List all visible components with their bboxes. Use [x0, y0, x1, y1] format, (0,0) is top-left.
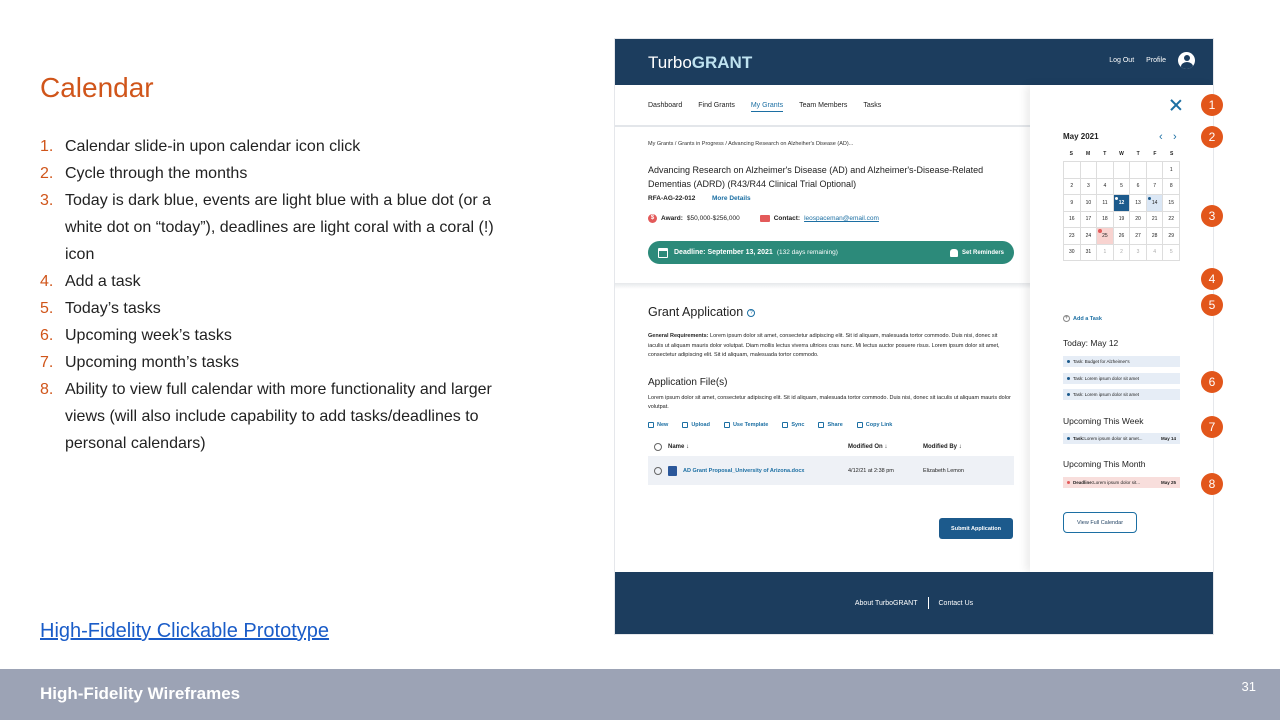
day-number: 23: [1069, 232, 1075, 239]
weekday-label: W: [1119, 151, 1124, 157]
logo-part: Turbo: [648, 53, 692, 72]
column-header-modified-on[interactable]: Modified On ↓: [848, 444, 888, 450]
day-number: 4: [1103, 183, 1107, 190]
logo[interactable]: [648, 53, 752, 73]
general-requirements-label: General Requirements:: [648, 333, 709, 339]
calendar-day[interactable]: [1147, 179, 1164, 196]
upload-icon: [682, 422, 688, 428]
column-header-modified-by[interactable]: Modified By ↓: [923, 444, 962, 450]
calendar-day[interactable]: [1163, 195, 1180, 212]
calendar-empty-cell: [1081, 162, 1098, 179]
task-label: Task:: [1073, 436, 1085, 441]
task-text: Lorem ipsum dolor sit amet...: [1084, 436, 1143, 441]
file-table-header: [648, 439, 1014, 455]
calendar-day[interactable]: [1163, 228, 1180, 245]
event-dot: [1067, 377, 1070, 380]
day-number: 26: [1118, 232, 1125, 239]
toolbar-label: Use Template: [732, 422, 769, 428]
application-heading: [648, 305, 755, 319]
award-label: Award:: [661, 215, 683, 222]
toolbar-label: New: [657, 422, 669, 428]
deadline-warning-icon: [1067, 481, 1070, 484]
event-dot: [1067, 393, 1070, 396]
word-doc-icon: [668, 466, 677, 476]
files-description: Lorem ipsum dolor sit amet, consectetur adipiscing elit. Sit id aliquam, malesuada tortor commodo. Duis nisi, donec sit iaculis ut aliquam mauris dolor volutpat.: [648, 395, 1011, 410]
list-item: [40, 349, 500, 376]
calendar-day[interactable]: [1064, 179, 1081, 196]
deadline-bar: [648, 241, 1014, 264]
day-number: 7: [1153, 183, 1157, 190]
task-item[interactable]: [1063, 433, 1180, 444]
list-number: 3.: [40, 192, 54, 209]
day-number: 27: [1135, 232, 1141, 239]
file-modified-on: 4/12/21 at 2:38 pm: [848, 467, 894, 474]
day-number: 10: [1085, 199, 1092, 206]
list-number: 2.: [40, 165, 54, 182]
week-heading: Upcoming This Week: [1063, 416, 1144, 426]
calendar-grid: [1063, 151, 1180, 261]
calendar-day[interactable]: [1064, 195, 1081, 212]
file-modified-by: Elizabeth Lemon: [923, 467, 964, 474]
calendar-empty-cell: [1130, 162, 1147, 179]
list-text: Today is dark blue, events are light blue with a blue dot (or a white dot on “today”), deadlines are light coral with a coral (!) icon: [65, 192, 494, 263]
calendar-day[interactable]: [1064, 228, 1081, 245]
view-full-calendar-button[interactable]: View Full Calendar: [1063, 512, 1137, 533]
calendar-day[interactable]: [1081, 179, 1098, 196]
calendar-panel: [1030, 85, 1213, 572]
day-number: 5: [1169, 249, 1173, 256]
calendar-icon[interactable]: [658, 248, 668, 258]
deadline-item[interactable]: [1063, 477, 1180, 488]
toolbar-label: Sync: [791, 422, 805, 428]
callout-7: 7: [1201, 416, 1223, 438]
day-number: 29: [1168, 232, 1174, 239]
alarm-icon: [950, 249, 958, 257]
calendar-day[interactable]: [1130, 245, 1147, 262]
task-date: May 25: [1160, 480, 1176, 485]
tab-find-grants[interactable]: Find Grants: [698, 102, 735, 109]
calendar-day[interactable]: [1163, 179, 1180, 196]
sync-icon: [782, 422, 788, 428]
about-link[interactable]: About TurboGRANT: [854, 599, 918, 607]
tab-my-grants[interactable]: My Grants: [751, 102, 783, 112]
weekday-label: T: [1136, 151, 1140, 157]
sync-button[interactable]: [782, 422, 804, 428]
list-text: Cycle through the months: [65, 165, 248, 182]
plus-circle-icon: +: [1064, 315, 1069, 321]
day-number: 21: [1151, 216, 1158, 223]
top-nav: [1109, 52, 1195, 69]
list-number: 1.: [40, 138, 54, 155]
share-button[interactable]: [818, 422, 842, 428]
task-text: Task: Lorem ipsum dolor sit amet: [1073, 392, 1140, 397]
day-number: 31: [1085, 249, 1092, 256]
day-number: 25: [1102, 232, 1108, 239]
calendar-day[interactable]: [1163, 212, 1180, 229]
day-grid: [1063, 161, 1180, 261]
app-footer: [615, 572, 1213, 634]
contact-link[interactable]: Contact Us: [938, 599, 974, 607]
calendar-empty-cell: [1064, 162, 1081, 179]
day-number: 3: [1086, 183, 1090, 190]
award-value: $50,000-$256,000: [686, 215, 740, 222]
calendar-day[interactable]: [1130, 179, 1147, 196]
list-item: [40, 295, 500, 322]
task-item[interactable]: [1063, 356, 1180, 367]
files-heading: Application File(s): [648, 377, 728, 388]
calendar-day[interactable]: [1163, 162, 1180, 179]
add-task-label: Add a Task: [1073, 315, 1102, 322]
profile-link[interactable]: Profile: [1146, 57, 1166, 64]
event-dot-icon: [1148, 197, 1151, 200]
requirements-list: [40, 133, 500, 457]
share-icon: [818, 422, 824, 428]
prototype-link[interactable]: High-Fidelity Clickable Prototype: [40, 620, 330, 642]
day-number: 14: [1151, 199, 1158, 206]
page-number: 31: [1241, 679, 1256, 694]
calendar-day[interactable]: [1114, 195, 1131, 212]
day-number: 6: [1136, 183, 1140, 190]
callout-2: 2: [1201, 126, 1223, 148]
list-item: [40, 133, 500, 160]
breadcrumb[interactable]: My Grants / Grants in Progress / Advancing Research on Alzheiher's Disease (AD)...: [648, 141, 854, 147]
select-all-radio[interactable]: [654, 443, 662, 451]
calendar-day[interactable]: [1097, 212, 1114, 229]
month-heading: Upcoming This Month: [1063, 459, 1146, 469]
calendar-day[interactable]: [1114, 228, 1131, 245]
day-number: 15: [1168, 199, 1174, 206]
callout-5: 5: [1201, 294, 1223, 316]
section-divider: [615, 283, 1030, 289]
calendar-day[interactable]: [1064, 245, 1081, 262]
list-number: 4.: [40, 273, 54, 290]
list-item: [40, 187, 500, 268]
list-item: [40, 268, 500, 295]
table-row[interactable]: [648, 456, 1014, 485]
day-number: 18: [1102, 216, 1108, 223]
toolbar-label: Copy Link: [865, 422, 893, 428]
grant-title: Advancing Research on Alzheimer's Disease (AD) and Alzheimer's-Disease-Related Dementias (ADRD) (R43/R44 Clinical Trial Optional): [648, 165, 984, 189]
list-number: 8.: [40, 381, 54, 398]
day-number: 11: [1102, 199, 1108, 206]
calendar-day[interactable]: [1147, 212, 1164, 229]
calendar-day[interactable]: [1097, 179, 1114, 196]
calendar-empty-cell: [1097, 162, 1114, 179]
calendar-day[interactable]: [1114, 179, 1131, 196]
day-number: 2: [1070, 183, 1074, 190]
day-number: 28: [1151, 232, 1158, 239]
callout-4: 4: [1201, 268, 1223, 290]
callout-3: 3: [1201, 205, 1223, 227]
list-item: [40, 322, 500, 349]
calendar-day[interactable]: [1064, 212, 1081, 229]
weekday-label: S: [1069, 151, 1074, 157]
footer-label: High-Fidelity Wireframes: [40, 684, 241, 703]
calendar-day[interactable]: [1147, 195, 1164, 212]
add-task-button[interactable]: [1063, 315, 1102, 322]
tab-team-members[interactable]: Team Members: [799, 102, 848, 109]
chevron-right-icon[interactable]: ›: [1173, 131, 1177, 143]
weekday-label: T: [1103, 151, 1107, 157]
calendar-day[interactable]: [1081, 228, 1098, 245]
calendar-day[interactable]: [1114, 245, 1131, 262]
list-item: [40, 160, 500, 187]
day-number: 8: [1169, 183, 1173, 190]
calendar-empty-cell: [1114, 162, 1131, 179]
day-number: 19: [1118, 216, 1125, 223]
task-text: Task: Budget for Alzheimer's: [1073, 359, 1130, 364]
footer-separator: [928, 597, 929, 609]
general-requirements: [648, 332, 1013, 361]
copy-link-button[interactable]: [857, 422, 893, 428]
calendar-day[interactable]: [1097, 228, 1114, 245]
day-number: 16: [1069, 216, 1075, 223]
day-number: 12: [1118, 199, 1125, 206]
more-details-link[interactable]: More Details: [712, 195, 751, 202]
logout-link[interactable]: Log Out: [1109, 57, 1135, 64]
award-row: [648, 214, 879, 223]
task-text: Task: Lorem ipsum dolor sit amet: [1073, 376, 1140, 381]
day-number: 5: [1120, 183, 1123, 190]
calendar-day[interactable]: [1130, 212, 1147, 229]
day-number: 20: [1135, 216, 1141, 223]
weekday-header: [1063, 151, 1180, 161]
callout-8: 8: [1201, 473, 1223, 495]
list-text: Add a task: [65, 273, 141, 290]
divider: [615, 125, 1030, 127]
calendar-day[interactable]: [1147, 228, 1164, 245]
file-name-link[interactable]: AD Grant Proposal_University of Arizona.docx: [683, 467, 805, 474]
use-template-button[interactable]: [724, 422, 768, 428]
list-text: Upcoming week’s tasks: [65, 327, 232, 344]
days-remaining: (132 days remaining): [776, 249, 838, 256]
dollar-icon: $: [648, 214, 657, 223]
logo-part-bold: GRANT: [691, 53, 753, 72]
application-heading-text: Grant Application: [648, 305, 744, 319]
day-number: 9: [1070, 199, 1074, 206]
callout-6: 6: [1201, 371, 1223, 393]
day-number: 17: [1085, 216, 1092, 223]
day-number: 1: [1103, 249, 1107, 256]
close-icon[interactable]: [1170, 99, 1182, 111]
calendar-day[interactable]: [1114, 212, 1131, 229]
upload-button[interactable]: [682, 422, 710, 428]
row-radio[interactable]: [654, 467, 662, 475]
list-number: 6.: [40, 327, 54, 344]
file-toolbar: [648, 422, 892, 428]
calendar-empty-cell: [1147, 162, 1164, 179]
list-text: Today’s tasks: [65, 300, 161, 317]
event-dot: [1067, 360, 1070, 363]
day-number: 2: [1120, 249, 1123, 256]
help-icon[interactable]: ?: [747, 309, 755, 317]
new-button[interactable]: [648, 422, 668, 428]
slide-title: Calendar: [40, 72, 154, 103]
contact-email-link[interactable]: leospaceman@email.com: [804, 215, 879, 222]
task-date: May 14: [1160, 436, 1176, 441]
day-number: 24: [1085, 232, 1092, 239]
chevron-left-icon[interactable]: ‹: [1159, 131, 1163, 143]
weekday-label: F: [1153, 151, 1157, 157]
column-header-name[interactable]: Name ↓: [668, 444, 690, 450]
day-number: 13: [1135, 199, 1141, 206]
calendar-day[interactable]: [1081, 212, 1098, 229]
plus-icon: [648, 422, 654, 428]
task-text: Lorem ipsum dolor sit...: [1093, 480, 1141, 485]
mail-icon: [760, 215, 770, 222]
slide-footer: [0, 669, 1280, 720]
list-item: [40, 376, 500, 457]
task-item[interactable]: [1063, 389, 1180, 400]
day-number: 22: [1168, 216, 1174, 223]
calendar-day[interactable]: [1130, 195, 1147, 212]
task-item[interactable]: [1063, 373, 1180, 384]
event-dot-icon: [1115, 197, 1118, 200]
calendar-day[interactable]: [1081, 245, 1098, 262]
calendar-day[interactable]: [1097, 245, 1114, 262]
rfa-number: RFA-AG-22-012: [648, 195, 696, 202]
calendar-day[interactable]: [1097, 195, 1114, 212]
list-text: Ability to view full calendar with more functionality and larger views (will also include capability to add tasks/deadlines to personal calendars): [65, 381, 492, 452]
tab-dashboard[interactable]: Dashboard: [648, 102, 683, 109]
nav-tabs: [648, 102, 881, 112]
day-number: 4: [1153, 249, 1157, 256]
day-number: 30: [1069, 249, 1075, 256]
main-content: [615, 85, 1030, 572]
day-number: 3: [1136, 249, 1140, 256]
task-label: Deadline:: [1073, 480, 1094, 485]
calendar-day[interactable]: [1163, 245, 1180, 262]
avatar-icon[interactable]: [1178, 52, 1195, 69]
weekday-label: M: [1085, 151, 1091, 157]
toolbar-label: Share: [827, 422, 843, 428]
toolbar-label: Upload: [691, 422, 710, 428]
calendar-day[interactable]: [1081, 195, 1098, 212]
tab-tasks[interactable]: Tasks: [863, 102, 882, 109]
list-text: Calendar slide-in upon calendar icon click: [65, 138, 361, 155]
today-heading: Today: May 12: [1063, 338, 1119, 348]
calendar-month: May 2021: [1063, 132, 1099, 141]
calendar-day[interactable]: [1147, 245, 1164, 262]
link-icon: [857, 422, 863, 428]
list-number: 7.: [40, 354, 54, 371]
contact-label: Contact:: [773, 215, 801, 222]
submit-application-button[interactable]: Submit Application: [939, 518, 1013, 539]
set-reminders-button[interactable]: [950, 249, 1004, 257]
app-mockup: [615, 39, 1213, 634]
callout-1: 1: [1201, 94, 1223, 116]
day-number: 1: [1169, 166, 1173, 173]
event-dot: [1067, 437, 1070, 440]
deadline-text: Deadline: September 13, 2021: [674, 249, 773, 256]
list-text: Upcoming month’s tasks: [65, 354, 239, 371]
top-bar: [615, 39, 1213, 85]
template-icon: [724, 422, 730, 428]
calendar-day[interactable]: [1130, 228, 1147, 245]
general-requirements-text: Lorem ipsum dolor sit amet, consectetur adipiscing elit. Sit id aliquam, malesuada tortor commodo. Duis nisi, donec sit iaculis ut aliquam mauris dolor volutpat. Diam mollis lectus viverra ultrices cras nunc. Mi lectus auctor posuere risus. Lorem ipsum dolor sit amet, consectetur adipiscing elit. Sit id aliquam, malesuada tortor commodo.: [648, 333, 1000, 358]
set-reminders-label: Set Reminders: [961, 249, 1004, 256]
weekday-label: S: [1169, 151, 1174, 157]
list-number: 5.: [40, 300, 54, 317]
